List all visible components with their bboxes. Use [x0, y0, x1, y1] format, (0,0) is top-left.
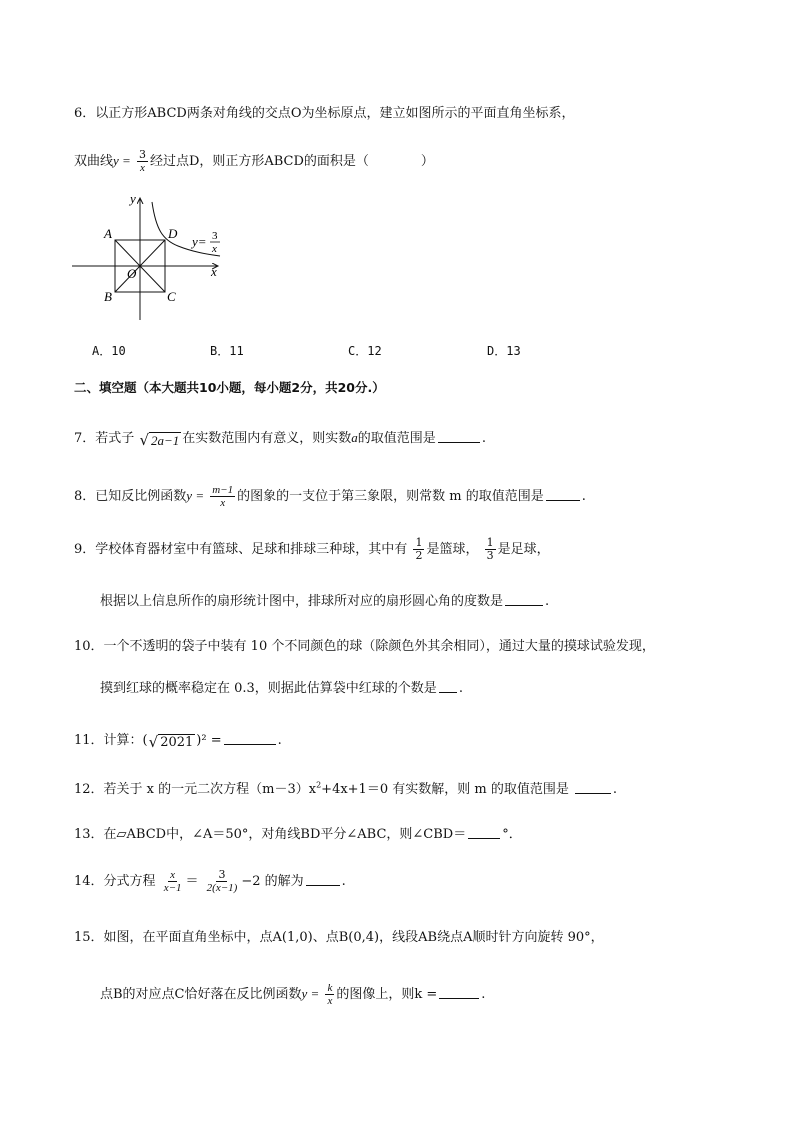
q12-text-mid: +4x+1＝0 有实数解，则 m 的取值范围是 — [321, 782, 569, 797]
q8-text-pre: 已知反比例函数 — [95, 489, 187, 504]
q8-fraction — [210, 484, 235, 509]
q14-line — [74, 866, 346, 898]
q6-text-post: 经过点D，则正方形ABCD的面积是（ ） — [149, 154, 434, 169]
q12-answer-blank[interactable] — [575, 779, 611, 794]
q11-number: 11． — [74, 733, 104, 748]
q11-line — [74, 730, 282, 751]
q15-fraction — [325, 982, 334, 1007]
q7-end: . — [481, 431, 486, 446]
q15-y-eq: y = — [301, 986, 320, 1001]
q13-text: 在▱ABCD中，∠A＝50°，对角线BD平分∠ABC，则∠CBD＝ — [103, 827, 467, 842]
point-c-label: C — [167, 289, 176, 304]
q15-line1 — [74, 928, 604, 948]
q14-fraction-right — [205, 869, 240, 894]
q14-fraction-left — [162, 869, 184, 894]
q9-number: 9． — [74, 542, 96, 557]
q9-frac1-num: 1 — [415, 536, 423, 549]
q14-left-den: x−1 — [163, 882, 182, 894]
q10-line1 — [74, 637, 655, 657]
q6-figure — [68, 190, 238, 325]
q14-left-num: x — [170, 869, 176, 881]
q10-line2 — [100, 678, 463, 699]
q8-answer-blank[interactable] — [546, 486, 580, 501]
origin-label: O — [127, 266, 137, 281]
q8-end: . — [581, 489, 586, 504]
q15-answer-blank[interactable] — [439, 984, 479, 999]
q9-end: . — [545, 594, 550, 609]
q9-line2 — [100, 591, 549, 612]
q6-option-a[interactable]: A．10 — [92, 344, 126, 358]
q6-option-d[interactable]: D．13 — [487, 344, 521, 358]
q10-text-line2: 摸到红球的概率稳定在 0.3，则据此估算袋中红球的个数是 — [100, 681, 437, 696]
q6-text-line1: 以正方形ABCD两条对角线的交点O为坐标原点，建立如图所示的平面直角坐标系， — [95, 106, 575, 121]
q8-number: 8． — [74, 489, 96, 504]
q7-text-post: 在实数范围内有意义，则实数 — [182, 431, 352, 446]
q15-frac-num: k — [327, 982, 333, 994]
q12-number: 12． — [74, 782, 104, 797]
q6-y-eq: y = — [113, 153, 131, 168]
q14-number: 14． — [74, 874, 104, 889]
curve-frac-num: 3 — [212, 230, 218, 242]
q6-text-pre: 双曲线 — [74, 154, 114, 169]
q6-line2 — [74, 148, 434, 175]
q9-text-line2: 根据以上信息所作的扇形统计图中，排球所对应的扇形圆心角的度数是 — [100, 594, 504, 609]
q6-fraction — [137, 149, 148, 174]
q9-line1 — [74, 536, 550, 564]
q13-number: 13． — [74, 827, 104, 842]
q9-frac2-num: 1 — [486, 536, 494, 549]
q14-right-den: 2(x−1) — [206, 882, 238, 894]
q11-text-post: )² = — [196, 733, 222, 748]
q8-line — [74, 482, 586, 511]
point-b-label: B — [104, 289, 112, 304]
q15-text-pre: 点B的对应点C恰好落在反比例函数 — [100, 987, 302, 1002]
q13-answer-blank[interactable] — [468, 824, 500, 839]
q8-frac-den: x — [220, 497, 226, 509]
point-d-label: D — [168, 226, 178, 241]
sqrt-sign: √ — [148, 733, 159, 751]
q9-text-mid: 是篮球， — [426, 542, 479, 557]
q10-end: . — [458, 681, 463, 696]
q9-text-pre: 学校体育器材室中有篮球、足球和排球三种球，其中有 — [95, 542, 408, 557]
q15-text-post: 的图像上，则k = — [336, 987, 438, 1002]
q7-var: a — [351, 430, 358, 445]
q12-exponent: 2 — [316, 780, 322, 790]
q6-line1 — [74, 104, 575, 124]
q14-equals: ＝ — [185, 874, 199, 889]
hyperbola-curve — [152, 202, 220, 256]
q9-fraction-2 — [485, 537, 496, 562]
q15-frac-den: x — [327, 995, 333, 1007]
q13-end: °． — [502, 827, 522, 842]
q7-answer-blank[interactable] — [438, 428, 480, 443]
q11-answer-blank[interactable] — [224, 730, 276, 745]
q6-option-b[interactable]: B．11 — [210, 344, 244, 358]
q11-text-pre: 计算：( — [103, 733, 148, 748]
q9-text-post: 是足球， — [497, 542, 550, 557]
q14-end: . — [341, 874, 346, 889]
q12-line — [74, 779, 617, 800]
q10-answer-blank[interactable] — [439, 678, 457, 693]
q11-radicand: 2021 — [160, 735, 194, 750]
x-axis-label: x — [211, 264, 217, 279]
q13-line — [74, 824, 522, 845]
y-axis-label: y — [130, 191, 136, 206]
q10-text-line1: 一个不透明的袋子中装有 10 个不同颜色的球（除颜色外其余相同），通过大量的摸球试验发现， — [103, 639, 655, 654]
q9-frac1-den: 2 — [415, 549, 423, 562]
q14-right-num: 3 — [218, 868, 226, 881]
q9-frac2-den: 3 — [486, 549, 494, 562]
q6-frac-den: x — [140, 162, 145, 174]
section2-title: 二、填空题（本大题共10小题，每小题2分，共20分.） — [74, 380, 385, 395]
q12-end: . — [612, 782, 617, 797]
q12-text-pre: 若关于 x 的一元二次方程（m－3）x — [103, 782, 317, 797]
q11-end: . — [277, 733, 282, 748]
q7-text-post2: 的取值范围是 — [357, 431, 436, 446]
q15-text-line1: 如图，在平面直角坐标中，点A(1,0)、点B(0,4)，线段AB绕点A顺时针方向旋转 90°， — [103, 930, 604, 945]
curve-frac-den: x — [212, 243, 217, 255]
curve-label: y= — [192, 234, 207, 249]
q11-sqrt — [149, 734, 196, 750]
q7-text-pre: 若式子 — [95, 431, 135, 446]
q14-text-post: −2 的解为 — [241, 874, 304, 889]
q9-answer-blank[interactable] — [505, 591, 543, 606]
q9-fraction-1 — [413, 537, 424, 562]
point-a-label: A — [104, 226, 112, 241]
q7-line — [74, 428, 486, 449]
q15-number: 15． — [74, 930, 104, 945]
q7-radicand: 2a−1 — [151, 433, 180, 448]
q7-sqrt — [139, 432, 181, 448]
q8-frac-num: m−1 — [212, 484, 234, 496]
q14-answer-blank[interactable] — [306, 871, 340, 886]
q8-text-post: 的图象的一支位于第三象限，则常数 m 的取值范围是 — [237, 489, 544, 504]
q6-frac-num: 3 — [138, 148, 146, 161]
q14-text-pre: 分式方程 — [103, 874, 156, 889]
q7-number: 7． — [74, 431, 96, 446]
q15-line2 — [100, 980, 485, 1009]
q6-number: 6． — [74, 106, 96, 121]
sqrt-sign: √ — [139, 431, 149, 449]
q8-y-eq: y = — [186, 488, 205, 503]
q15-end: . — [481, 987, 486, 1002]
q10-number: 10． — [74, 639, 104, 654]
q6-option-c[interactable]: C．12 — [348, 344, 382, 358]
